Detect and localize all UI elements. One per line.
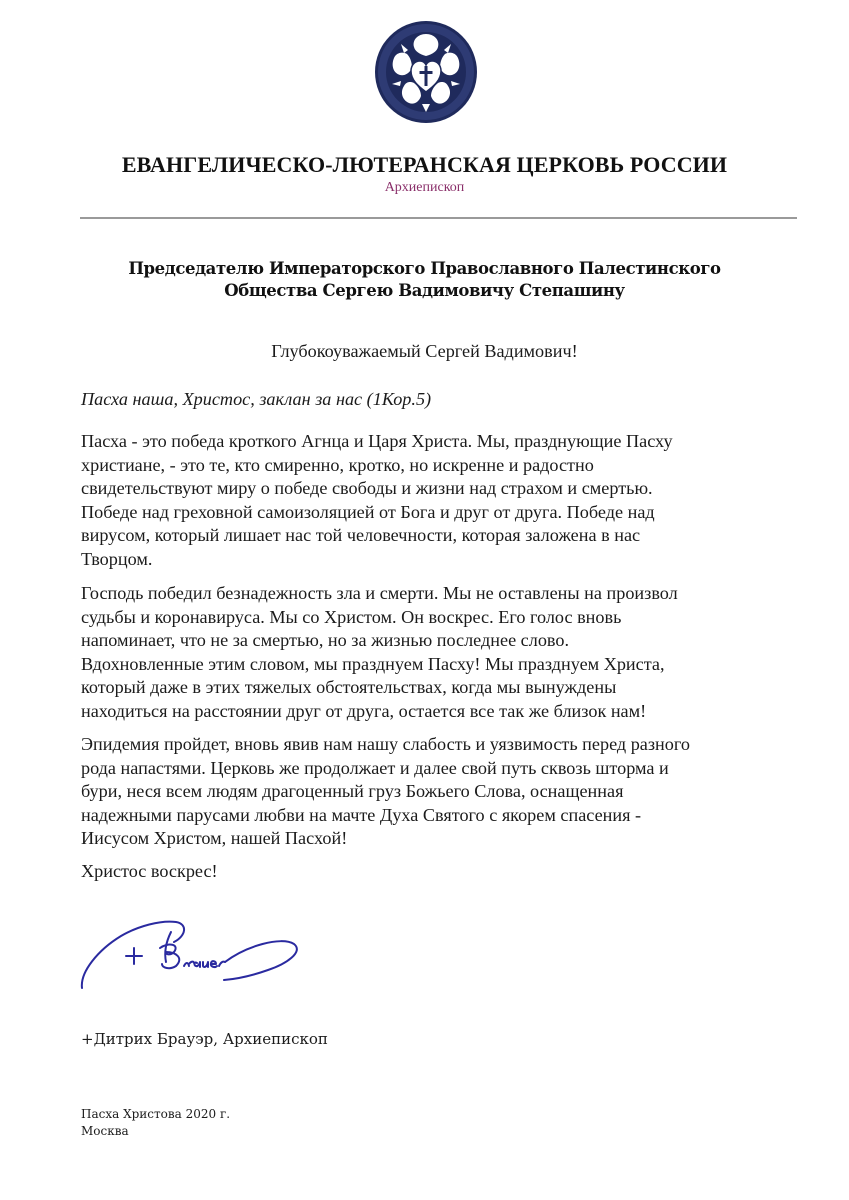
paragraph-line: Господь победил безнадежность зла и смерти. Мы не оставлены на произвол xyxy=(81,583,678,603)
paragraph-line: судьбы и коронавируса. Мы со Христом. Он воскрес. Его голос вновь xyxy=(81,606,622,627)
paragraph-line: Вдохновленные этим словом, мы празднуем Пасху! Мы празднуем Христа, xyxy=(81,653,665,674)
salutation: Глубокоуважаемый Сергей Вадимович! xyxy=(271,341,578,361)
paragraph-3 xyxy=(81,733,781,851)
letter-place: Москва xyxy=(81,1124,129,1138)
paragraph-line: бури, неся всем людям драгоценный груз Божьего Слова, оснащенная xyxy=(81,781,624,801)
organization-name: ЕВАНГЕЛИЧЕСКО-ЛЮТЕРАНСКАЯ ЦЕРКОВЬ РОССИИ xyxy=(121,152,728,177)
paragraph-line: надежными парусами любви на мачте Духа Святого с якорем спасения - xyxy=(81,804,642,825)
paragraph-line: который даже в этих тяжелых обстоятельствах, когда мы вынуждены xyxy=(81,677,617,697)
letter-date: Пасха Христова 2020 г. xyxy=(81,1107,231,1121)
epigraph: Пасха наша, Христос, заклан за нас (1Кор.5) xyxy=(81,389,432,409)
paragraph-line: Иисусом Христом, нашей Пасхой! xyxy=(81,828,348,848)
signature xyxy=(76,912,306,1002)
paragraph-line: вирусом, который лишает нас той человечности, которая заложена в нас xyxy=(81,525,641,545)
paragraph-line: Эпидемия пройдет, вновь явив нам нашу слабость и уязвимость перед разного xyxy=(81,734,690,754)
recipient-line: Общества Сергею Вадимовичу Степашину xyxy=(224,281,625,300)
paragraph-line: свидетельствуют миру о победе свободы и жизни над страхом и смертью. xyxy=(81,478,653,498)
church-logo xyxy=(374,20,478,124)
paragraph-line: находиться на расстоянии друг от друга, остается все так же близок нам! xyxy=(81,700,647,721)
organization-position: Архиепископ xyxy=(384,180,465,195)
recipient-line: Председателю Императорского Православного Палестинского xyxy=(128,259,721,278)
paragraph-line: Победе над греховной самоизоляцией от Бога и друг от друга. Победе над xyxy=(81,501,655,522)
paragraph-line: христиане, - это те, кто смиренно, кротко, но искренне и радостно xyxy=(81,454,594,475)
paragraph-line: Творцом. xyxy=(81,548,153,569)
luther-rose-emblem-icon xyxy=(374,20,478,124)
handwritten-signature-icon xyxy=(76,912,306,1002)
recipient-address xyxy=(60,258,789,302)
paragraph-line: рода напастями. Церковь же продолжает и далее свой путь сквозь шторма и xyxy=(81,757,669,778)
header-divider xyxy=(80,217,797,219)
letter-footer xyxy=(81,1106,230,1140)
paragraph-line: Пасха - это победа кроткого Агнца и Царя Христа. Мы, празднующие Пасху xyxy=(81,431,673,451)
paragraph-2 xyxy=(81,582,781,723)
paragraph-line: напоминает, что не за смертью, но за жизнью последнее слово. xyxy=(81,630,570,650)
closing-line: Христос воскрес! xyxy=(81,861,218,881)
signer-name: +Дитрих Брауэр, Архиепископ xyxy=(81,1030,328,1048)
paragraph-1 xyxy=(81,430,781,571)
